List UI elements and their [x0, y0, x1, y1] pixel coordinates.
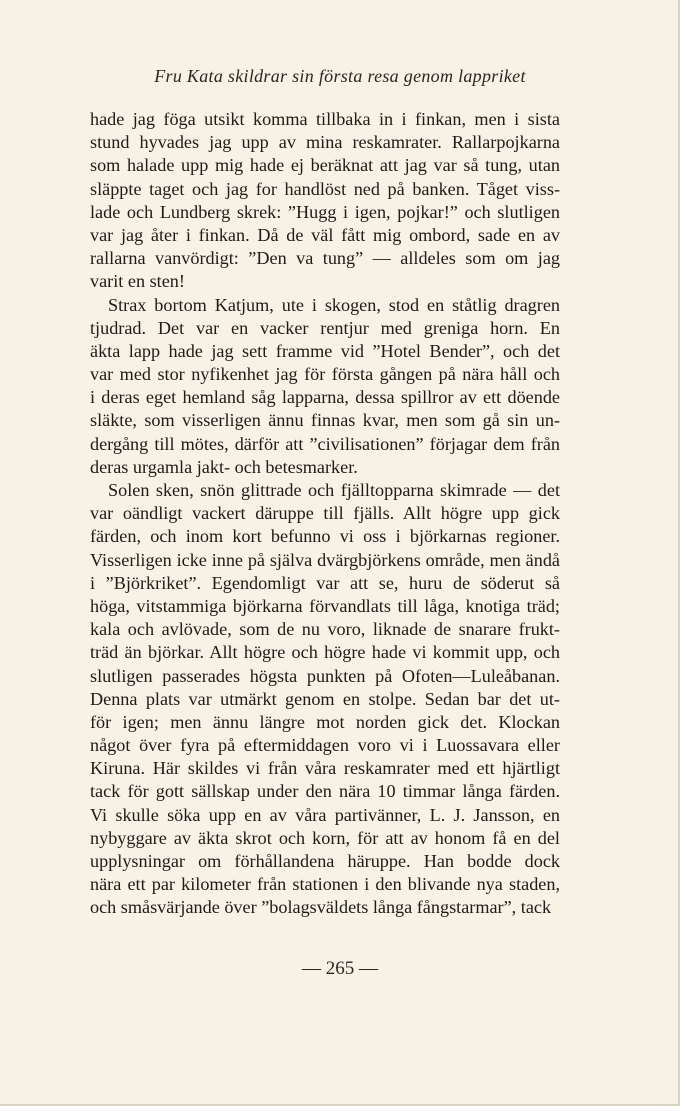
text-line: lade och Lundberg skrek: ”Hugg i igen, pojkar!” och slutligen: [90, 201, 560, 222]
text-line: träd än björkar. Allt högre och högre hade vi kommit upp, och: [90, 642, 560, 663]
running-head: Fru Kata skildrar sin första resa genom lappriket: [154, 66, 526, 86]
text-line: äkta lapp hade jag sett framme vid ”Hotel Bender”, och det: [90, 340, 560, 361]
text-line: i deras eget hemland såg lapparna, dessa spillror av ett döende: [90, 387, 560, 408]
text-line: Denna plats var utmärkt genom en stolpe. Sedan bar det ut-: [90, 688, 560, 709]
text-line: släkte, som visserligen ännu finnas kvar, men som gå sin un-: [90, 410, 560, 431]
text-line: Kiruna. Här skildes vi från våra reskamrater med ett hjärtligt: [90, 758, 560, 779]
text-line: nybyggare av äkta skrot och korn, för att av honom få en del: [90, 827, 560, 848]
text-line: för igen; men ännu längre mot norden gick det. Klockan: [90, 711, 560, 732]
text-line: tack för gott sällskap under den nära 10 timmar långa färden.: [90, 781, 560, 802]
text-line: rallarna vanvördigt: ”Den va tung” — alldeles som om jag: [90, 248, 560, 269]
text-line: och småsvärjande över ”bolagsväldets långa fångstarmar”, tack: [90, 897, 552, 918]
text-line: hade jag föga utsikt komma tillbaka in i finkan, men i sista: [90, 109, 560, 129]
text-line: Solen sken, snön glittrade och fjälltopparna skimrade — det: [108, 480, 560, 500]
text-line: var med stor nyfikenhet jag för första gången på nära håll och: [90, 364, 560, 385]
text-line: Vi skulle söka upp en av våra partivänner, L. J. Jansson, en: [90, 804, 560, 825]
text-line: kala och avlövade, som de nu voro, liknade de snarare frukt-: [90, 619, 560, 640]
text-line: nära ett par kilometer från stationen i den blivande nya staden,: [90, 874, 560, 895]
text-line: stund hyvades jag upp av mina reskamrater. Rallarpojkarna: [90, 132, 560, 153]
text-line: var oändligt vackert däruppe till fjälls. Allt högre upp gick: [90, 503, 560, 524]
text-line: var jag åter i finkan. Då de väl fått mig ombord, sade en av: [90, 224, 560, 245]
text-line: i ”Björkriket”. Egendomligt var att se, huru de söderut så: [90, 572, 560, 593]
paragraph: [90, 108, 560, 294]
text-line: deras urgamla jakt- och betesmarker.: [90, 456, 358, 477]
paragraph: [90, 479, 560, 920]
text-line: något över fyra på eftermiddagen voro vi i Luossavara eller: [90, 735, 560, 756]
text-line: upplysningar om förhållandena häruppe. Han bodde dock: [90, 851, 560, 871]
text-line: Visserligen icke inne på själva dvärgbjörkens område, men ändå: [90, 549, 560, 570]
page-number: — 265 —: [302, 958, 378, 979]
text-line: slutligen passerades högsta punkten på Ofoten—Luleåbanan.: [90, 665, 560, 686]
text-line: som halade upp mig hade ej beräknat att jag var så tung, utan: [90, 155, 560, 176]
text-line: färden, och inom kort befunno vi oss i björkarnas regioner.: [90, 526, 560, 547]
text-line: släppte taget och jag for handlöst ned på banken. Tåget viss-: [90, 178, 560, 199]
paragraph: [90, 294, 560, 480]
text-line: höga, vitstammiga björkarna förvandlats till låga, knotiga träd;: [90, 595, 560, 616]
text-line: Strax bortom Katjum, ute i skogen, stod en ståtlig dragren: [108, 294, 560, 315]
text-line: varit en sten!: [90, 271, 185, 292]
text-line: dergång till mötes, därför att ”civilisationen” förjagar dem från: [90, 433, 560, 454]
text-line: tjudrad. Det var en vacker rentjur med greniga horn. En: [90, 317, 560, 338]
body-text: [90, 108, 560, 920]
